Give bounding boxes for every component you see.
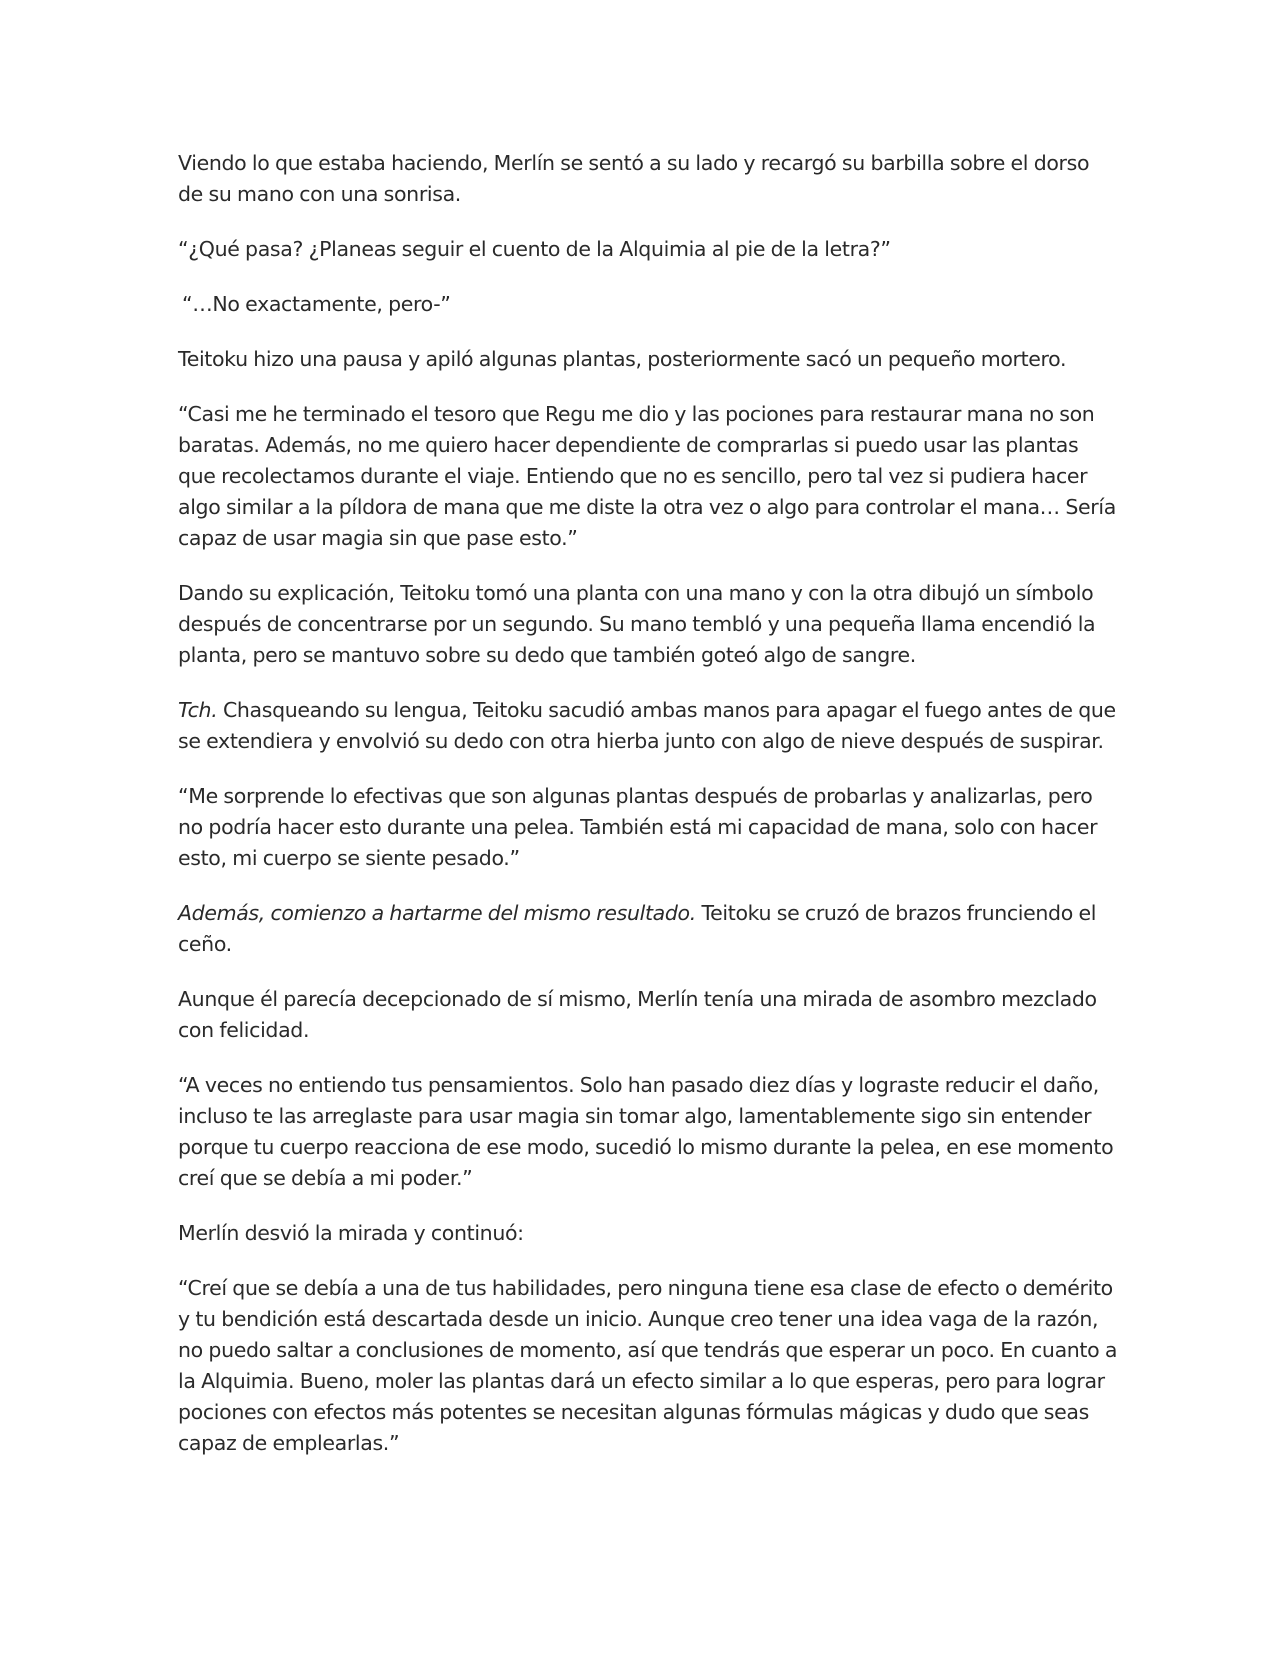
paragraph: Teitoku hizo una pausa y apiló algunas plantas, posteriormente sacó un pequeño mortero. (178, 347, 1067, 371)
paragraph: “A veces no entiendo tus pensamientos. Solo han pasado diez días y lograste reducir el daño, incluso te las arreglaste para usar magia sin tomar algo, lamentablemente sigo sin entender porque tu cuerpo reacciona de ese modo, sucedió lo mismo durante la pelea, en ese momento creí que se debía a mi poder.” (178, 1073, 1114, 1190)
paragraph: “Casi me he terminado el tesoro que Regu me dio y las pociones para restaurar mana no son baratas. Además, no me quiero hacer dependiente de comprarlas si puedo usar las plantas que recolectamos durante el viaje. Entiendo que no es sencillo, pero tal vez si pudiera hacer algo similar a la píldora de mana que me diste la otra vez o algo para controlar el mana… Sería capaz de usar magia sin que pase esto.” (178, 402, 1116, 550)
paragraph: Aunque él parecía decepcionado de sí mismo, Merlín tenía una mirada de asombro mezclado con felicidad. (178, 987, 1097, 1042)
paragraph (178, 898, 1118, 960)
paragraph: Dando su explicación, Teitoku tomó una planta con una mano y con la otra dibujó un símbolo después de concentrarse por un segundo. Su mano tembló y una pequeña llama encendió la planta, pero se mantuvo sobre su dedo que también goteó algo de sangre. (178, 581, 1096, 667)
paragraph: “¿Qué pasa? ¿Planeas seguir el cuento de la Alquimia al pie de la letra?” (178, 237, 891, 261)
paragraph-text: Teitoku se cruzó de brazos frunciendo el ceño. (178, 901, 1097, 956)
paragraph: “Me sorprende lo efectivas que son algunas plantas después de probarlas y analizarlas, pero no podría hacer esto durante una pelea. También está mi capacidad de mana, solo con hacer esto, mi cuerpo se siente pesado.” (178, 784, 1098, 870)
paragraph: “Creí que se debía a una de tus habilidades, pero ninguna tiene esa clase de efecto o demérito y tu bendición está descartada desde un inicio. Aunque creo tener una idea vaga de la razón, no puedo saltar a conclusiones de momento, así que tendrás que esperar un poco. En cuanto a la Alquimia. Bueno, moler las plantas dará un efecto similar a lo que esperas, pero para lograr pociones con efectos más potentes se necesitan algunas fórmulas mágicas y dudo que seas capaz de emplearlas.” (178, 1276, 1118, 1455)
paragraph-text: Chasqueando su lengua, Teitoku sacudió ambas manos para apagar el fuego antes de que se extendiera y envolvió su dedo con otra hierba junto con algo de nieve después de suspirar. (178, 698, 1116, 753)
italic-text: Además, comienzo a hartarme del mismo resultado. (178, 901, 696, 925)
italic-text: Tch. (178, 698, 218, 722)
paragraph: “…No exactamente, pero-” (182, 292, 451, 316)
paragraph: Viendo lo que estaba haciendo, Merlín se sentó a su lado y recargó su barbilla sobre el dorso de su mano con una sonrisa. (178, 151, 1090, 206)
document-body (178, 148, 1118, 1483)
paragraph: Merlín desvió la mirada y continuó: (178, 1221, 524, 1245)
paragraph (178, 695, 1118, 757)
